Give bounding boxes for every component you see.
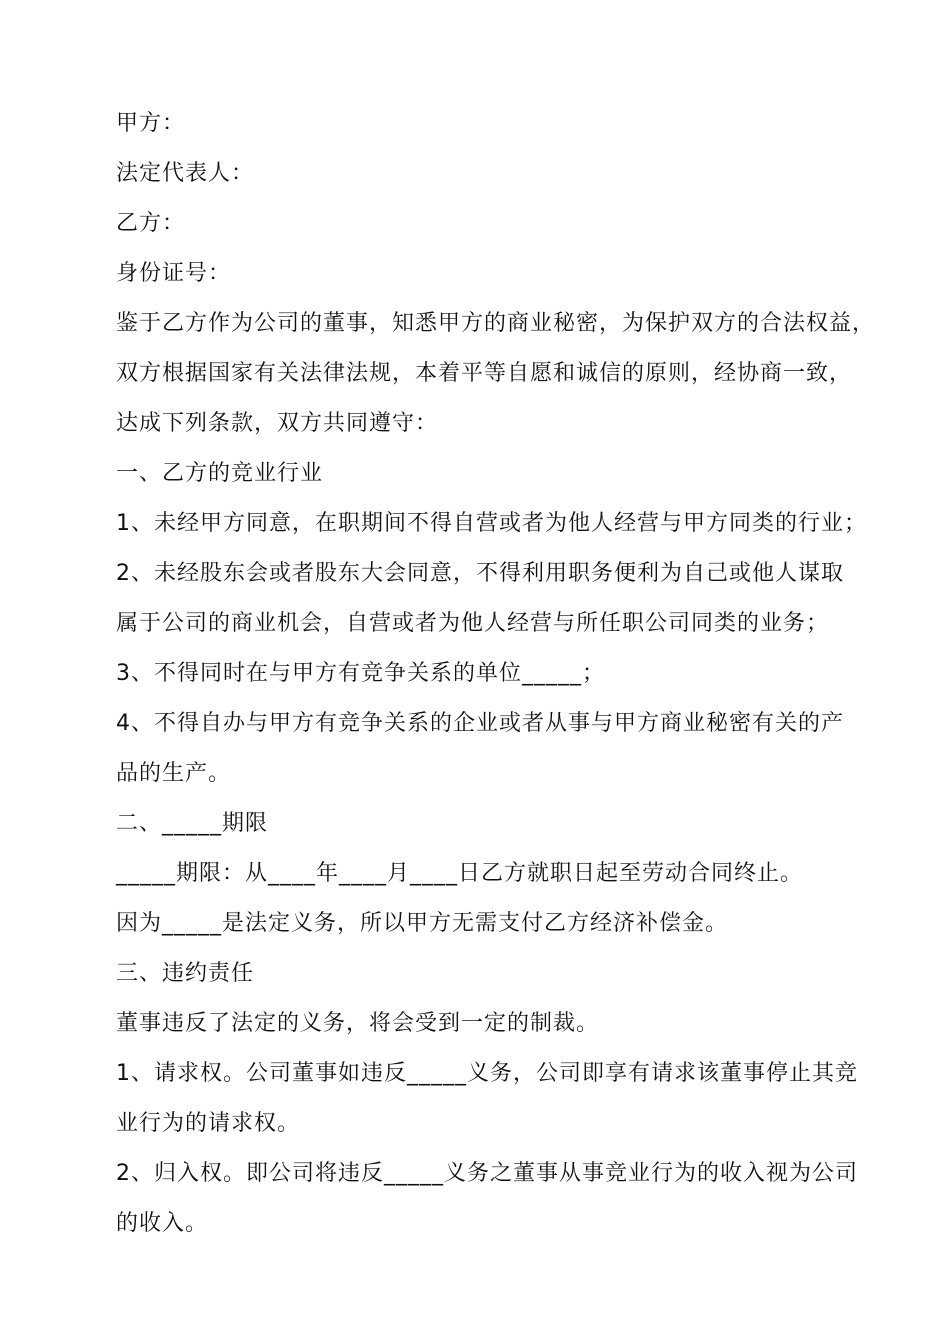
- liability-intro: 董事违反了法定的义务，将会受到一定的制裁。: [116, 1011, 600, 1036]
- clause-1-1: 1、未经甲方同意，在职期间不得自营或者为他人经营与甲方同类的行业；: [116, 511, 867, 536]
- clause-3-2-line-2: 的收入。: [116, 1211, 209, 1236]
- clause-1-2-line-1: 2、未经股东会或者股东大会同意，不得利用职务便利为自己或他人谋取: [116, 561, 844, 586]
- section-1-heading: 一、乙方的竞业行业: [116, 461, 324, 486]
- clause-3-1-line-1: 1、请求权。公司董事如违反_____义务，公司即享有请求该董事停止其竞: [116, 1061, 858, 1086]
- term-period-line: _____期限：从____年____月____日乙方就职日起至劳动合同终止。: [116, 861, 804, 886]
- party-a-label: 甲方：: [116, 111, 186, 136]
- compensation-line: 因为_____是法定义务，所以甲方无需支付乙方经济补偿金。: [116, 911, 729, 936]
- preamble-line-1: 鉴于乙方作为公司的董事，知悉甲方的商业秘密，为保护双方的合法权益，: [116, 311, 876, 336]
- clause-3-1-line-2: 业行为的请求权。: [116, 1111, 301, 1136]
- preamble-line-3: 达成下列条款，双方共同遵守：: [116, 411, 439, 436]
- document-body: [116, 99, 876, 1249]
- clause-1-2-line-2: 属于公司的商业机会，自营或者为他人经营与所任职公司同类的业务；: [116, 611, 830, 636]
- clause-1-3: 3、不得同时在与甲方有竞争关系的单位_____；: [116, 661, 605, 686]
- preamble-line-2: 双方根据国家有关法律法规，本着平等自愿和诚信的原则，经协商一致，: [116, 361, 853, 386]
- id-number-label: 身份证号：: [116, 261, 232, 286]
- party-b-label: 乙方：: [116, 211, 186, 236]
- section-3-heading: 三、违约责任: [116, 961, 255, 986]
- clause-1-4-line-2: 品的生产。: [116, 761, 232, 786]
- legal-representative-label: 法定代表人：: [116, 161, 255, 186]
- clause-1-4-line-1: 4、不得自办与甲方有竞争关系的企业或者从事与甲方商业秘密有关的产: [116, 711, 844, 736]
- clause-3-2-line-1: 2、归入权。即公司将违反_____义务之董事从事竞业行为的收入视为公司: [116, 1161, 858, 1186]
- section-2-heading: 二、_____期限: [116, 811, 269, 836]
